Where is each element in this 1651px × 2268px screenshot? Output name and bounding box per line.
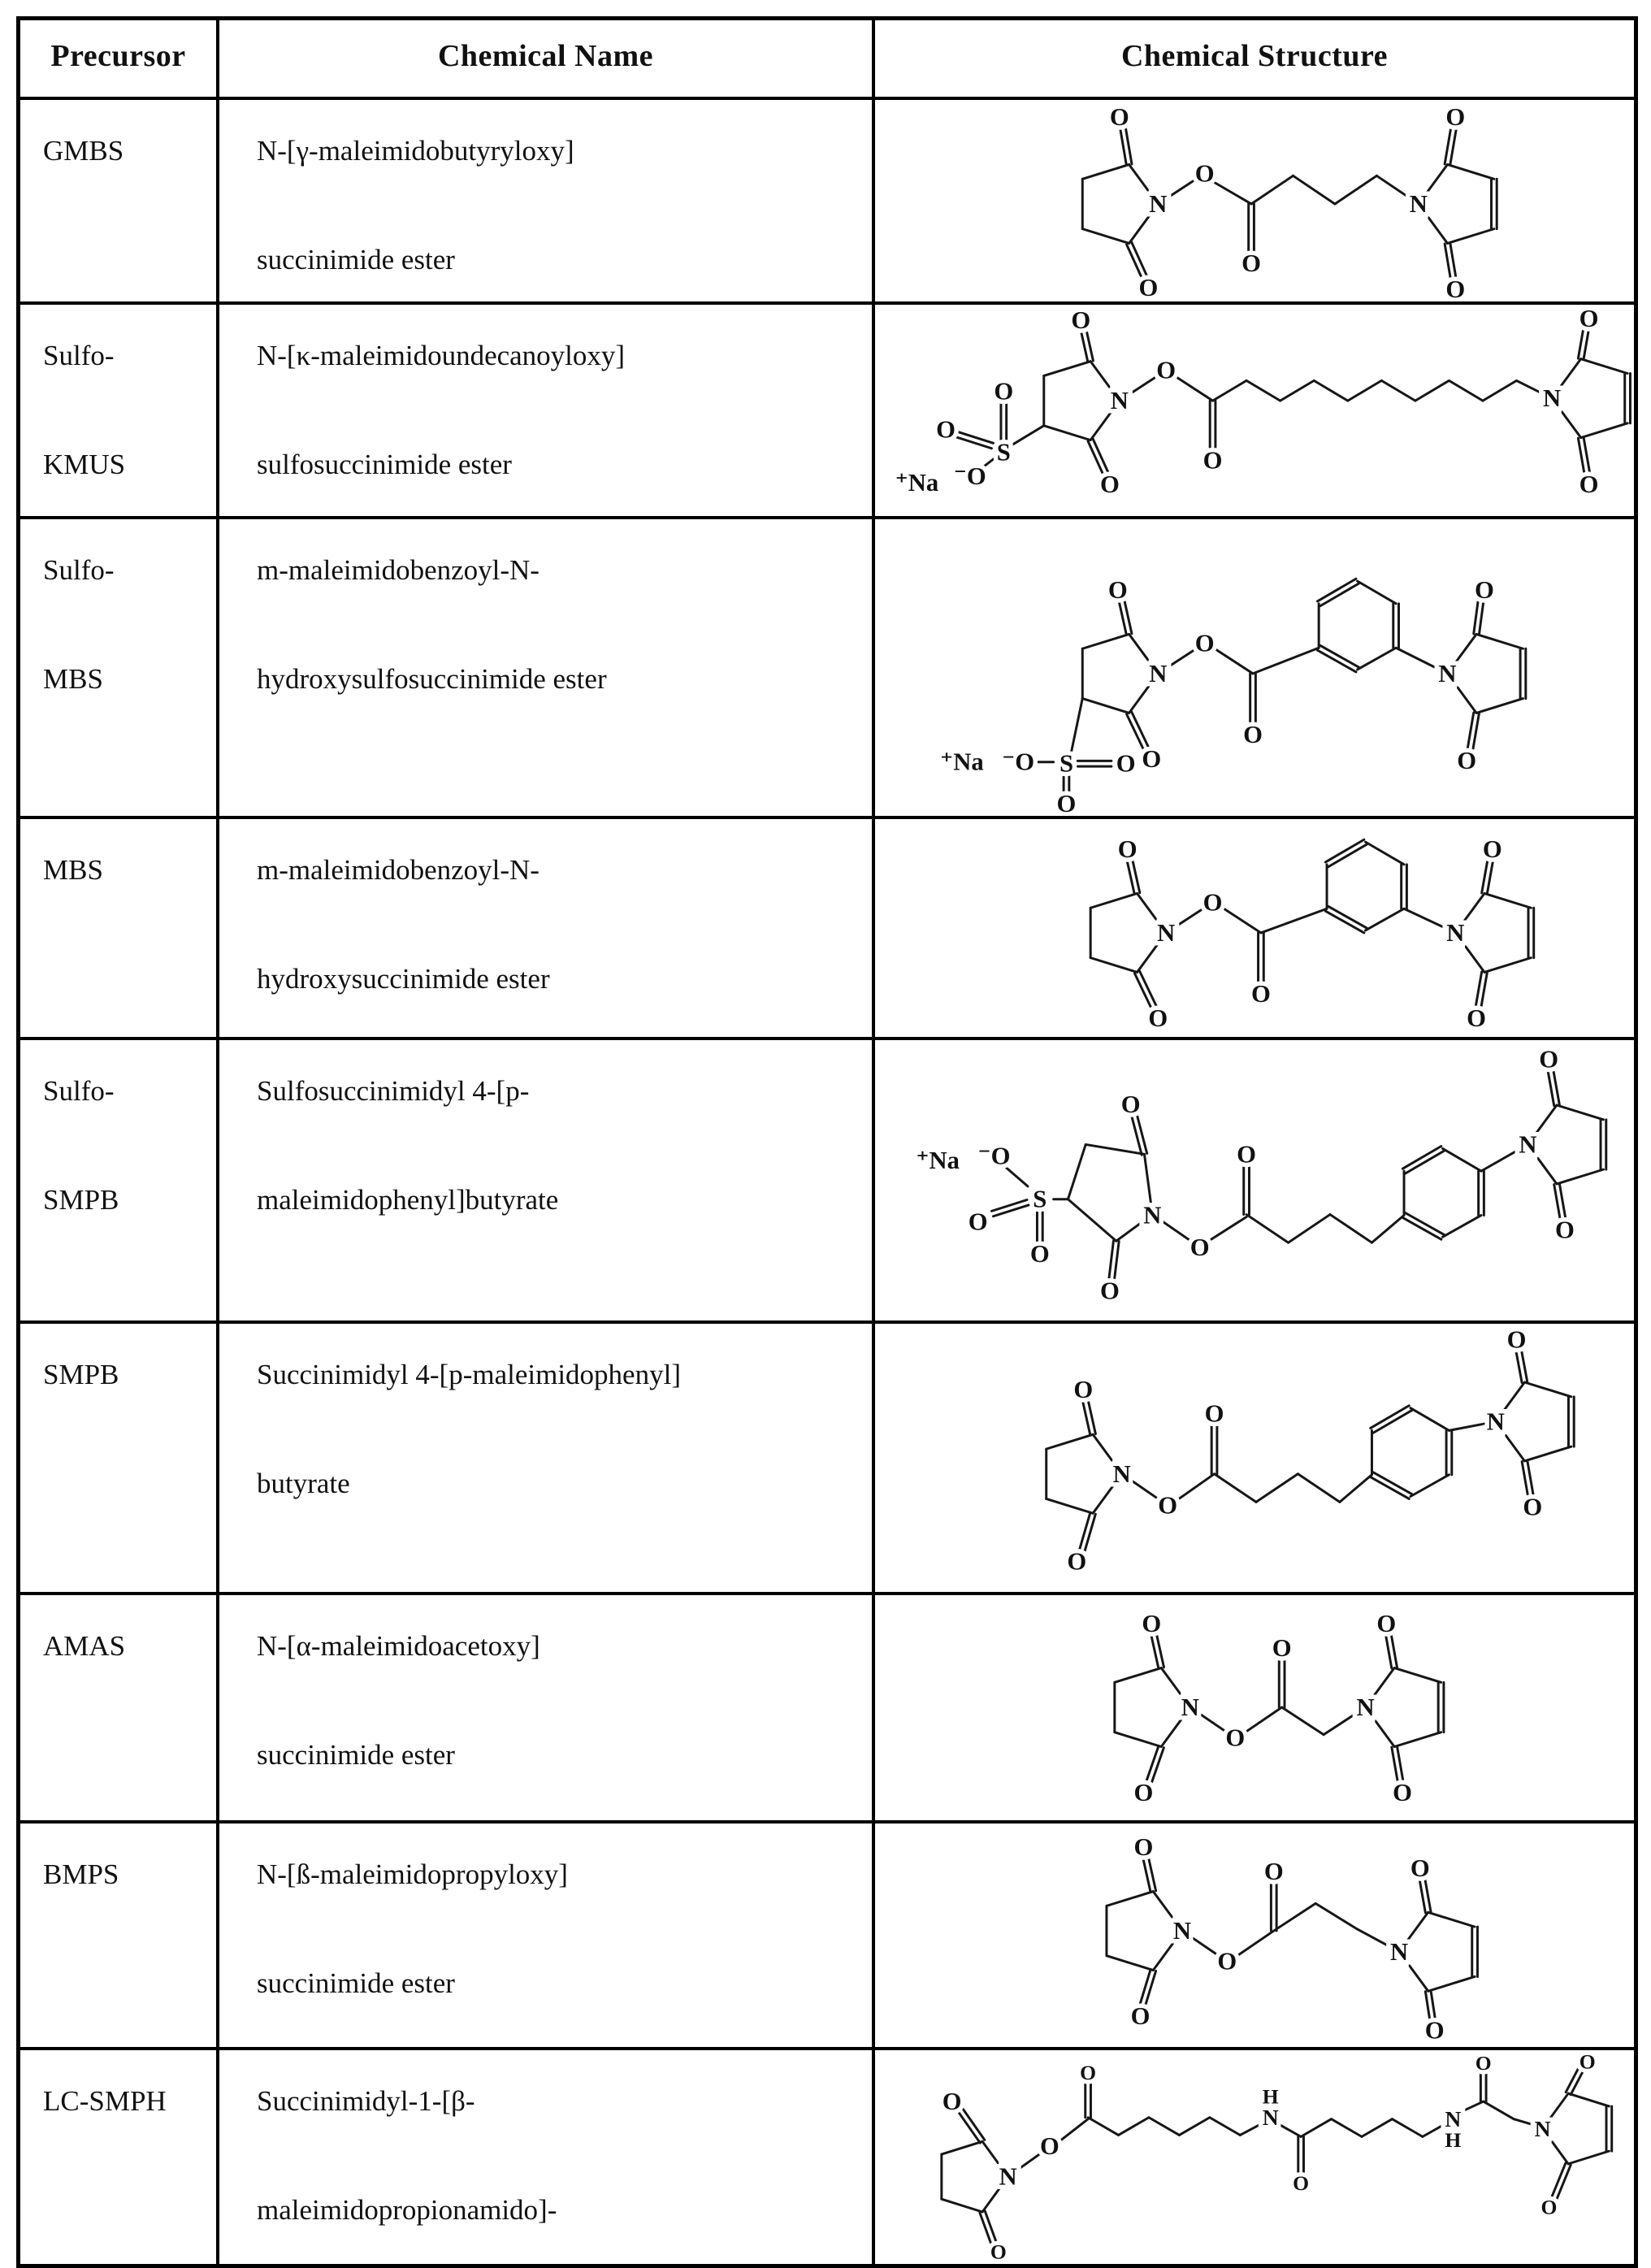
structure-smpb-drawing bbox=[875, 1324, 1634, 1592]
precursor-cell bbox=[20, 305, 219, 516]
svg-text:O: O bbox=[1424, 2016, 1445, 2045]
structure-sulfo-kmus-drawing bbox=[875, 305, 1634, 516]
svg-text:O: O bbox=[1133, 1833, 1154, 1862]
svg-text:O: O bbox=[1217, 1947, 1237, 1975]
svg-text:O: O bbox=[1130, 2001, 1150, 2030]
svg-text:O: O bbox=[1099, 471, 1120, 499]
chemical-name-cell bbox=[219, 1824, 875, 2047]
svg-text:O: O bbox=[1225, 1724, 1246, 1752]
svg-text:N: N bbox=[1486, 1407, 1505, 1436]
svg-text:S: S bbox=[996, 438, 1011, 466]
chemical-name-line: succinimide ester bbox=[257, 1967, 455, 1999]
chemical-name-line: hydroxysulfosuccinimide ester bbox=[257, 663, 607, 695]
precursor-abbreviation: GMBS bbox=[43, 135, 124, 167]
svg-text:O: O bbox=[1073, 1375, 1094, 1403]
svg-text:O: O bbox=[1071, 306, 1091, 335]
svg-text:O: O bbox=[1579, 471, 1599, 499]
svg-text:O: O bbox=[1080, 2061, 1097, 2085]
chemical-name-line: N-[α-maleimidoacetoxy] bbox=[257, 1630, 540, 1662]
svg-text:O: O bbox=[1579, 305, 1599, 333]
chemical-name-cell bbox=[219, 1324, 875, 1592]
chemical-name-line: succinimide ester bbox=[257, 1739, 455, 1771]
chemical-name-cell bbox=[219, 1040, 875, 1320]
svg-text:H: H bbox=[1445, 2127, 1462, 2152]
svg-text:O: O bbox=[1120, 1091, 1141, 1119]
table-row-sulfo-mbs bbox=[20, 516, 1634, 816]
chemical-name-cell bbox=[219, 100, 875, 301]
precursor-cell bbox=[20, 1595, 219, 1820]
chemical-name-line: Sulfosuccinimidyl 4-[p- bbox=[257, 1075, 530, 1107]
svg-text:O: O bbox=[1194, 629, 1215, 657]
linker-precursor-table bbox=[16, 16, 1638, 2268]
svg-text:O: O bbox=[1202, 888, 1223, 917]
chemical-name-line: sulfosuccinimide ester bbox=[257, 449, 512, 480]
svg-text:⁻O: ⁻O bbox=[1002, 748, 1035, 776]
header-chemical-name bbox=[219, 20, 875, 97]
svg-text:O: O bbox=[1242, 249, 1261, 278]
svg-text:N: N bbox=[1172, 1917, 1192, 1945]
table-row-sulfo-smpb bbox=[20, 1037, 1634, 1320]
svg-text:O: O bbox=[1158, 1491, 1178, 1520]
svg-text:⁻O: ⁻O bbox=[953, 462, 986, 491]
svg-text:O: O bbox=[942, 2088, 962, 2116]
svg-text:⁻O: ⁻O bbox=[977, 1142, 1011, 1170]
svg-text:O: O bbox=[968, 1208, 988, 1236]
svg-text:O: O bbox=[1029, 1240, 1050, 1268]
svg-text:N: N bbox=[1445, 2106, 1462, 2132]
svg-text:O: O bbox=[1467, 1004, 1487, 1032]
svg-text:O: O bbox=[1142, 1610, 1162, 1638]
precursor-abbreviation: Sulfo- bbox=[43, 1075, 115, 1107]
svg-text:O: O bbox=[1148, 1004, 1168, 1032]
svg-text:N: N bbox=[1409, 189, 1428, 218]
svg-text:N: N bbox=[1143, 1201, 1162, 1229]
svg-text:H: H bbox=[1262, 2084, 1279, 2109]
chemical-name-line: maleimidopropionamido]- bbox=[257, 2194, 557, 2226]
chemical-name-cell bbox=[219, 305, 875, 516]
structure-cell bbox=[875, 519, 1634, 816]
svg-text:O: O bbox=[1156, 356, 1176, 384]
table-row-amas bbox=[20, 1592, 1634, 1820]
chemical-name-cell bbox=[219, 519, 875, 816]
svg-text:O: O bbox=[1410, 1854, 1430, 1882]
structure-mbs-drawing bbox=[875, 819, 1634, 1037]
chemical-name-line: butyrate bbox=[257, 1468, 350, 1499]
svg-text:N: N bbox=[1149, 659, 1168, 687]
svg-text:N: N bbox=[1534, 2116, 1551, 2142]
svg-text:O: O bbox=[1190, 1234, 1210, 1262]
header-chemical-structure bbox=[875, 20, 1634, 97]
chemical-name-line: N-[κ-maleimidoundecanoyloxy] bbox=[257, 340, 626, 371]
svg-text:N: N bbox=[999, 2162, 1017, 2191]
svg-text:O: O bbox=[1133, 1778, 1154, 1806]
structure-cell bbox=[875, 1040, 1634, 1320]
svg-text:S: S bbox=[1059, 749, 1074, 778]
svg-text:O: O bbox=[1202, 446, 1223, 475]
svg-text:O: O bbox=[1138, 273, 1159, 301]
chemical-name-line: N-[γ-maleimidobutyryloxy] bbox=[257, 135, 574, 167]
svg-text:O: O bbox=[1237, 1140, 1257, 1169]
svg-text:O: O bbox=[990, 2240, 1007, 2264]
precursor-cell bbox=[20, 819, 219, 1037]
precursor-abbreviation: Sulfo- bbox=[43, 340, 115, 371]
svg-text:O: O bbox=[1099, 1277, 1120, 1305]
svg-text:O: O bbox=[1523, 1493, 1543, 1521]
precursor-abbreviation: MBS bbox=[43, 854, 103, 886]
chemical-name-line: Succinimidyl 4-[p-maleimidophenyl] bbox=[257, 1359, 681, 1390]
svg-text:O: O bbox=[1039, 2132, 1060, 2161]
chemical-name-line: hydroxysuccinimide ester bbox=[257, 963, 550, 995]
svg-text:⁺Na: ⁺Na bbox=[940, 748, 984, 776]
chemical-name-line: N-[ß-maleimidopropyloxy] bbox=[257, 1858, 568, 1890]
svg-text:N: N bbox=[1446, 918, 1465, 947]
structure-cell bbox=[875, 819, 1634, 1037]
svg-text:O: O bbox=[1107, 576, 1128, 605]
svg-text:O: O bbox=[1445, 103, 1466, 132]
precursor-cell bbox=[20, 100, 219, 301]
table-row-lc-smph bbox=[20, 2047, 1634, 2264]
precursor-abbreviation: MBS bbox=[43, 663, 103, 695]
svg-text:O: O bbox=[1272, 1633, 1292, 1662]
svg-text:O: O bbox=[1482, 835, 1502, 864]
svg-text:O: O bbox=[1393, 1778, 1412, 1806]
chemical-name-line: m-maleimidobenzoyl-N- bbox=[257, 554, 540, 586]
svg-text:N: N bbox=[1543, 384, 1562, 413]
structure-cell bbox=[875, 1324, 1634, 1592]
precursor-abbreviation: BMPS bbox=[43, 1858, 119, 1890]
svg-text:O: O bbox=[1540, 2195, 1558, 2219]
table-row-bmps bbox=[20, 1820, 1634, 2047]
svg-text:N: N bbox=[1390, 1937, 1409, 1966]
svg-text:N: N bbox=[1438, 659, 1457, 687]
svg-text:⁺Na: ⁺Na bbox=[895, 469, 939, 497]
svg-text:⁺Na: ⁺Na bbox=[916, 1147, 960, 1175]
svg-text:N: N bbox=[1149, 189, 1168, 218]
chemical-name-cell bbox=[219, 1595, 875, 1820]
svg-text:O: O bbox=[1293, 2171, 1310, 2196]
svg-text:O: O bbox=[1243, 721, 1263, 749]
precursor-abbreviation: SMPB bbox=[43, 1359, 119, 1390]
precursor-cell bbox=[20, 1324, 219, 1592]
svg-text:O: O bbox=[1457, 746, 1477, 774]
precursor-cell bbox=[20, 1040, 219, 1320]
precursor-abbreviation: AMAS bbox=[43, 1630, 126, 1662]
svg-text:N: N bbox=[1262, 2105, 1279, 2131]
svg-text:N: N bbox=[1356, 1693, 1375, 1722]
table-header-row bbox=[20, 20, 1634, 97]
svg-text:O: O bbox=[1056, 790, 1077, 816]
chemical-name-cell bbox=[219, 819, 875, 1037]
svg-text:O: O bbox=[1475, 576, 1494, 605]
svg-text:N: N bbox=[1110, 387, 1129, 415]
precursor-cell bbox=[20, 519, 219, 816]
structure-cell bbox=[875, 305, 1634, 516]
svg-text:O: O bbox=[1579, 2050, 1596, 2074]
structure-cell bbox=[875, 100, 1634, 301]
svg-text:O: O bbox=[1263, 1857, 1284, 1885]
chemical-name-line: maleimidophenyl]butyrate bbox=[257, 1184, 559, 1216]
svg-text:O: O bbox=[1376, 1610, 1397, 1638]
header-precursor bbox=[20, 20, 219, 97]
structure-gmbs-drawing bbox=[875, 100, 1634, 301]
svg-text:O: O bbox=[1445, 275, 1466, 301]
svg-text:O: O bbox=[1117, 835, 1138, 864]
svg-text:O: O bbox=[1194, 159, 1215, 188]
chemical-name-line: m-maleimidobenzoyl-N- bbox=[257, 854, 540, 886]
structure-sulfo-smpb-drawing bbox=[875, 1040, 1634, 1320]
svg-text:O: O bbox=[994, 377, 1014, 405]
svg-text:O: O bbox=[1506, 1325, 1527, 1354]
svg-text:O: O bbox=[1142, 744, 1162, 773]
precursor-cell bbox=[20, 1824, 219, 2047]
svg-text:O: O bbox=[1475, 2051, 1492, 2075]
header-chemical-structure-label: Chemical Structure bbox=[1120, 39, 1389, 73]
header-chemical-name-label: Chemical Name bbox=[437, 39, 654, 73]
precursor-abbreviation: Sulfo- bbox=[43, 554, 115, 586]
svg-text:O: O bbox=[1250, 980, 1271, 1008]
structure-amas-drawing bbox=[875, 1595, 1634, 1820]
svg-text:O: O bbox=[1067, 1547, 1087, 1576]
header-precursor-label: Precursor bbox=[50, 39, 186, 73]
precursor-abbreviation: LC-SMPH bbox=[43, 2085, 167, 2117]
svg-text:N: N bbox=[1112, 1459, 1131, 1488]
structure-cell bbox=[875, 1824, 1634, 2047]
svg-text:O: O bbox=[1554, 1216, 1575, 1244]
svg-text:O: O bbox=[1204, 1399, 1224, 1428]
chemical-name-line: Succinimidyl-1-[β- bbox=[257, 2085, 475, 2117]
svg-text:O: O bbox=[1539, 1045, 1559, 1073]
table-row-smpb bbox=[20, 1320, 1634, 1592]
table-row-gmbs bbox=[20, 97, 1634, 301]
structure-bmps-drawing bbox=[875, 1824, 1634, 2047]
svg-text:N: N bbox=[1157, 918, 1176, 947]
structure-sulfo-mbs-drawing bbox=[875, 519, 1634, 816]
svg-text:O: O bbox=[1116, 749, 1136, 778]
table-row-mbs bbox=[20, 816, 1634, 1037]
svg-text:O: O bbox=[1109, 103, 1129, 132]
svg-text:N: N bbox=[1519, 1130, 1537, 1159]
precursor-abbreviation: SMPB bbox=[43, 1184, 119, 1216]
precursor-abbreviation: KMUS bbox=[43, 449, 126, 480]
table-row-sulfo-kmus bbox=[20, 301, 1634, 516]
chemical-name-line: succinimide ester bbox=[257, 244, 455, 275]
svg-text:N: N bbox=[1181, 1693, 1199, 1722]
structure-cell bbox=[875, 1595, 1634, 1820]
svg-text:O: O bbox=[936, 415, 956, 444]
svg-text:S: S bbox=[1033, 1185, 1047, 1213]
